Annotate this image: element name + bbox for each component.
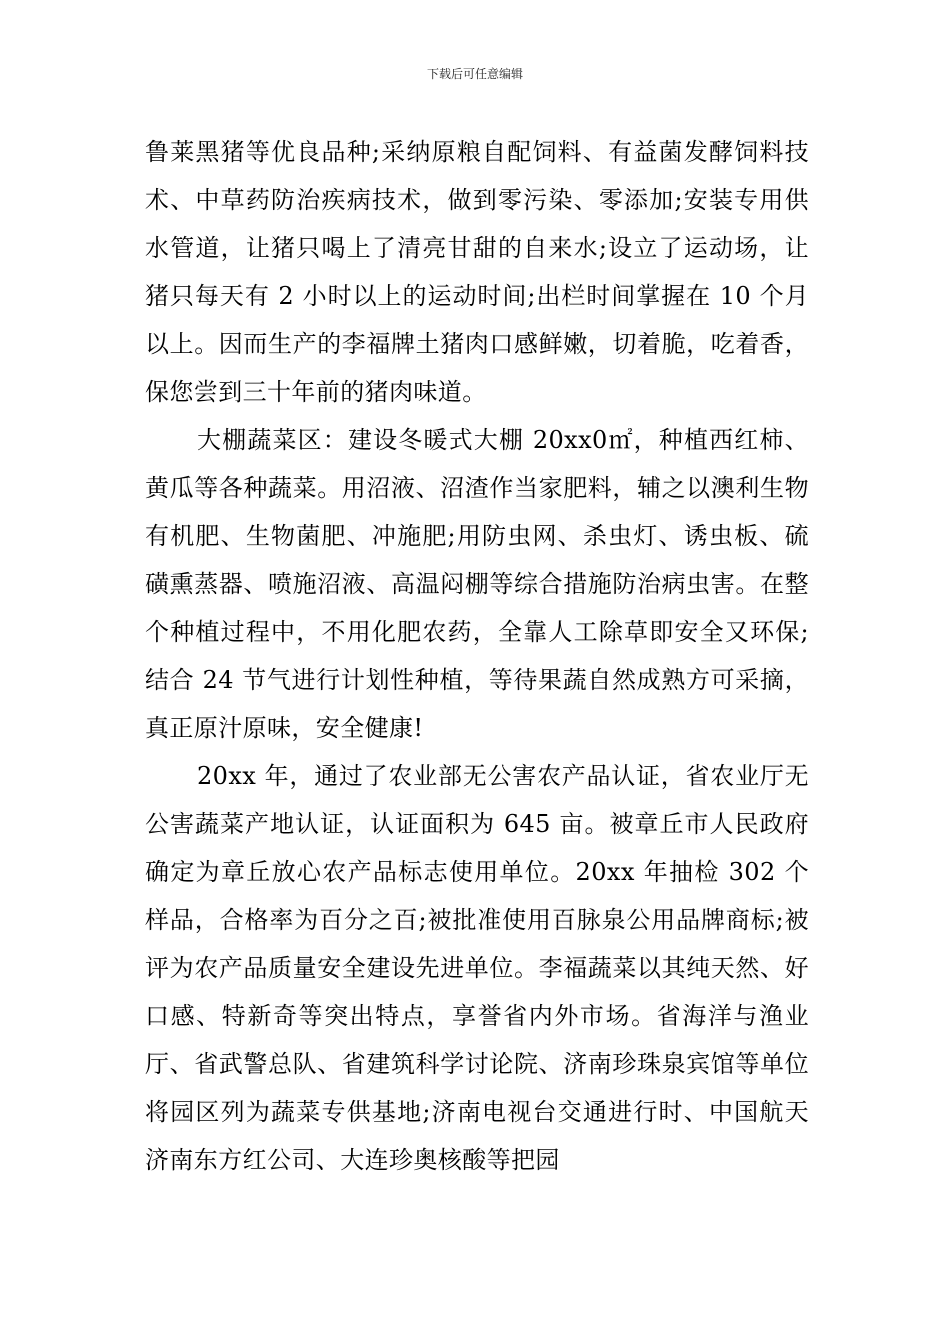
paragraph-greenhouse-vegetables: 大棚蔬菜区：建设冬暖式大棚 20xx0㎡，种植西红柿、黄瓜等各种蔬菜。用沼液、沼渣作当家肥料，辅之以澳利生物有机肥、生物菌肥、冲施肥;用防虫网、杀虫灯、诱虫板、硫磺熏蒸器、喷施沼液、高温闷棚等综合措施防治病虫害。在整个种植过程中，不用化肥农药，全靠人工除草即安全又环保;结合 24 节气进行计划性种植，等待果蔬自然成熟方可采摘，真正原汁原味，安全健康! xyxy=(145,426,809,742)
page-header: 下载后可任意编辑 xyxy=(426,67,523,81)
document-body xyxy=(145,128,809,1184)
paragraph-certification: 20xx 年，通过了农业部无公害农产品认证，省农业厅无公害蔬菜产地认证，认证面积为 645 亩。被章丘市人民政府确定为章丘放心农产品标志使用单位。20xx 年抽检 302 个样品，合格率为百分之百;被批准使用百脉泉公用品牌商标;被评为农产品质量安全建设先进单位。李福蔬菜以其纯天然、好口感、特新奇等突出特点，享誉省内外市场。省海洋与渔业厅、省武警总队、省建筑科学讨论院、济南珍珠泉宾馆等单位将园区列为蔬菜专供基地;济南电视台交通进行时、中国航天济南东方红公司、大连珍奥核酸等把园 xyxy=(145,762,809,1174)
paragraph-pig-farming: 鲁莱黑猪等优良品种;采纳原粮自配饲料、有益菌发酵饲料技术、中草药防治疾病技术，做到零污染、零添加;安装专用供水管道，让猪只喝上了清亮甘甜的自来水;设立了运动场，让猪只每天有 2 小时以上的运动时间;出栏时间掌握在 10 个月以上。因而生产的李福牌土猪肉口感鲜嫩，切着脆，吃着香，保您尝到三十年前的猪肉味道。 xyxy=(145,138,809,406)
